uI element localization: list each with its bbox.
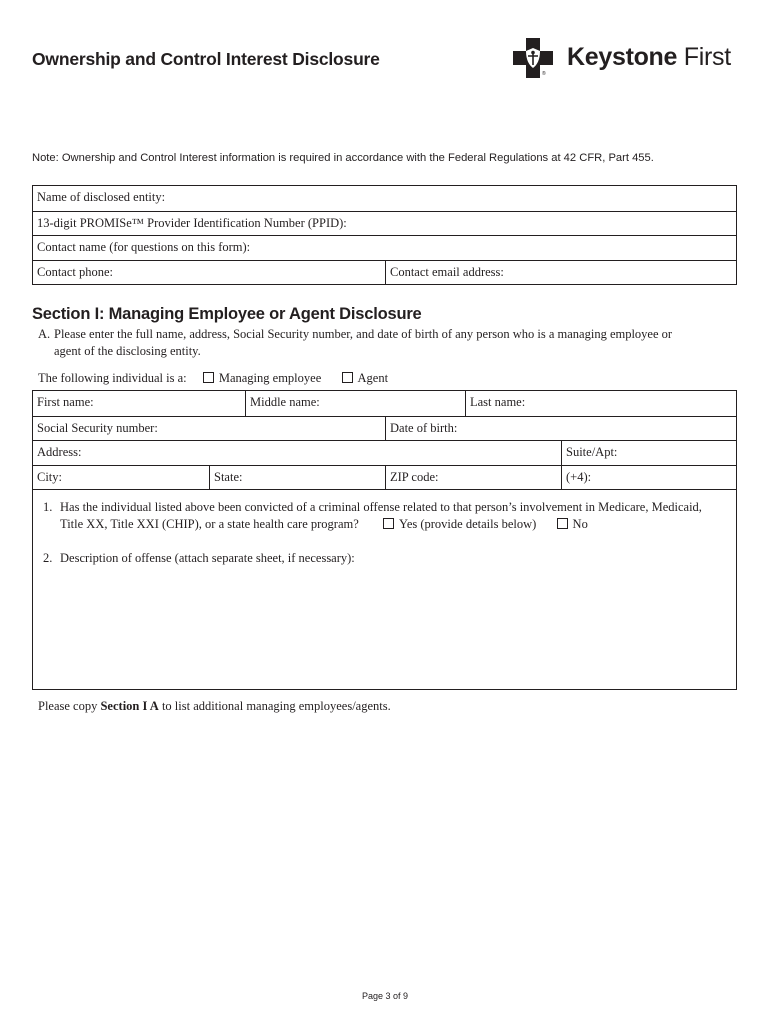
offense-questions [33,489,736,689]
question-1 [43,499,702,532]
suite-field[interactable]: Suite/Apt: [561,441,736,465]
middle-name-field[interactable]: Middle name: [245,391,465,416]
individual-type-line [38,371,388,386]
logo-word-first: First [683,43,731,71]
entity-name-field[interactable]: Name of disclosed entity: [37,190,166,204]
last-name-field[interactable]: Last name: [465,391,736,416]
question-2 [43,551,355,566]
managing-employee-checkbox[interactable] [203,372,214,383]
copy-note-section-ref: Section I A [100,699,159,713]
agent-checkbox[interactable] [342,372,353,383]
section-1-title: Section I: Managing Employee or Agent Disclosure [32,305,422,323]
entity-info-table [32,185,737,285]
city-field[interactable]: City: [37,469,63,484]
conviction-no-label: No [572,516,588,531]
entity-name-row [33,186,736,211]
zip-plus4-field[interactable]: (+4): [561,466,736,490]
address-row [33,440,736,465]
city-row [33,465,736,490]
conviction-yes-checkbox[interactable] [383,518,394,529]
zip-field[interactable]: ZIP code: [385,466,561,490]
offense-description-field[interactable] [43,574,726,681]
document-title: Ownership and Control Interest Disclosure [32,49,380,69]
cross-shield-icon [513,38,553,78]
individual-type-prompt: The following individual is a: [38,371,187,385]
dob-field[interactable]: Date of birth: [385,417,736,441]
ssn-field[interactable]: Social Security number: [37,420,158,435]
logo-wordmark [567,43,731,72]
contact-email-field[interactable]: Contact email address: [385,261,736,285]
copy-section-note [38,699,391,714]
managing-employee-label: Managing employee [218,371,322,385]
contact-phone-field[interactable]: Contact phone: [37,264,114,279]
contact-row [33,260,736,285]
copy-note-prefix: Please copy [38,699,101,713]
conviction-no-checkbox[interactable] [557,518,568,529]
managing-employee-table [32,390,737,690]
section-1a-instructions [38,326,728,360]
name-row [33,391,736,416]
section-1a-text-line1: Please enter the full name, address, Social Security number, and date of birth of any person who is a managing employee or [54,327,673,341]
registered-mark: ® [542,71,546,77]
agent-label: Agent [357,371,389,385]
conviction-yes-label: Yes (provide details below) [399,516,537,531]
first-name-field[interactable]: First name: [37,395,94,409]
contact-name-field[interactable]: Contact name (for questions on this form): [37,240,251,254]
ppid-row [33,211,736,236]
copy-note-suffix: to list additional managing employees/agents. [158,699,391,713]
ssn-row [33,416,736,441]
section-1a-text-line2: agent of the disclosing entity. [54,344,201,358]
question-2-number: 2. [43,551,53,565]
question-1-line2: Title XX, Title XXI (CHIP), or a state health care program? [60,516,359,531]
contact-name-row [33,235,736,260]
keystone-first-logo [513,38,743,82]
ppid-field[interactable]: 13-digit PROMISe™ Provider Identification Number (PPID): [37,215,347,230]
logo-word-keystone: Keystone [567,43,678,71]
state-field[interactable]: State: [209,466,385,490]
question-1-number: 1. [43,500,53,514]
section-1a-label: A. [38,327,51,341]
page-number: Page 3 of 9 [361,991,409,1001]
address-field[interactable]: Address: [37,445,82,459]
regulation-note: Note: Ownership and Control Interest information is required in accordance with the Federal Regulations at 42 CFR, Part 455. [32,152,654,164]
question-1-line1: Has the individual listed above been convicted of a criminal offense related to that person’s involvement in Medicare, Medicaid, [60,500,702,514]
question-2-text: Description of offense (attach separate sheet, if necessary): [60,551,355,565]
